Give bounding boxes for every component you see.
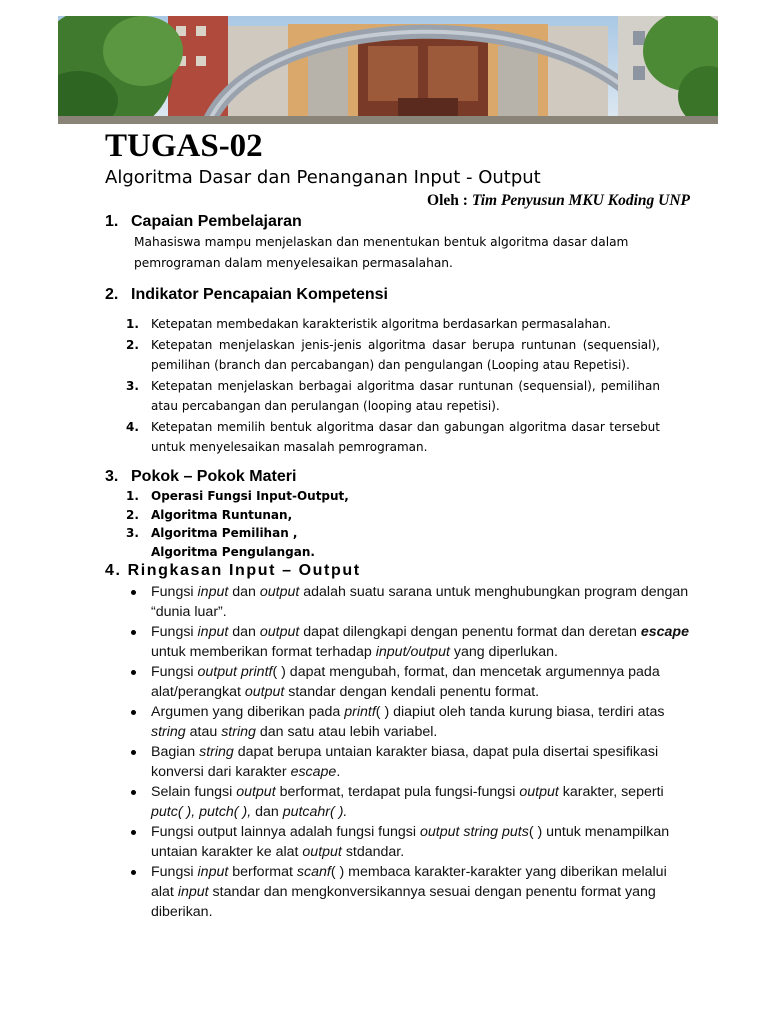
item-text: Bagian string dapat berupa untaian karakter biasa, dapat pula disertai spesifikasi konversi dari karakter escape.: [151, 744, 659, 780]
list-item: [130, 622, 690, 662]
item-text: Selain fungsi output berformat, terdapat pula fungsi-fungsi output karakter, seperti putc( ), putch( ), dan putcahr( ).: [151, 784, 664, 820]
item-text: Ketepatan menjelaskan berbagai algoritma dasar runtunan (sequensial), pemilihan atau percabangan dan perulangan (looping atau repetisi).: [151, 378, 660, 413]
list-item: [126, 376, 660, 417]
ringkasan-list: [130, 582, 690, 922]
materi-list: [126, 487, 660, 561]
item-text: Fungsi input dan output dapat dilengkapi dengan penentu format dan deretan escape untuk memberikan format terhadap input/output yang diperlukan.: [151, 624, 689, 660]
item-text: Ketepatan membedakan karakteristik algoritma berdasarkan permasalahan.: [151, 317, 611, 331]
item-text: Algoritma Runtunan,: [151, 507, 293, 522]
indikator-list: [126, 314, 660, 458]
list-item: [130, 822, 690, 862]
banner-image: [58, 16, 718, 124]
list-item: [126, 543, 660, 562]
list-item: [130, 862, 690, 922]
list-item: [126, 506, 660, 525]
item-text: Operasi Fungsi Input-Output,: [151, 489, 349, 503]
bullet-icon: [131, 790, 136, 795]
list-item: [130, 582, 690, 622]
list-item: [130, 662, 690, 702]
page-title: TUGAS-02: [105, 128, 263, 164]
item-text: Algoritma Pemilihan ,: [151, 526, 298, 540]
section-heading-capaian: [105, 212, 302, 232]
item-number: 2.: [126, 337, 139, 352]
bullet-icon: [131, 590, 136, 595]
list-item: [126, 417, 660, 458]
author-name: Tim Penyusun MKU Koding UNP: [471, 192, 690, 209]
item-number: 1.: [126, 489, 139, 503]
bullet-icon: [131, 750, 136, 755]
bullet-icon: [131, 670, 136, 675]
section-heading-indikator: [105, 285, 388, 305]
item-text: Fungsi input berformat scanf( ) membaca karakter-karakter yang diberikan melalui alat input standar dan mengkonversikannya sesuai dengan penentu format yang diberikan.: [151, 864, 667, 920]
item-text: Fungsi output lainnya adalah fungsi fungsi output string puts( ) untuk menampilkan untaian karakter ke alat output stdandar.: [151, 824, 670, 860]
item-number: 4.: [126, 419, 139, 434]
page-subtitle: Algoritma Dasar dan Penanganan Input - Output: [105, 167, 541, 188]
item-text: Argumen yang diberikan pada printf( ) diapiut oleh tanda kurung biasa, terdiri atas string atau string dan satu atau lebih variabel.: [151, 704, 665, 740]
list-item: [126, 524, 660, 543]
item-number: 2.: [126, 507, 139, 522]
section-number: 3.: [105, 468, 119, 485]
section-title: Ringkasan Input – Output: [127, 562, 361, 579]
bullet-icon: [131, 630, 136, 635]
section-title: Indikator Pencapaian Kompetensi: [131, 286, 388, 303]
section-number: 1.: [105, 213, 119, 230]
section-title: Capaian Pembelajaran: [131, 213, 302, 230]
section-number: 4.: [105, 562, 122, 579]
item-number: 1.: [126, 317, 139, 331]
list-item: [126, 335, 660, 376]
item-text: Fungsi input dan output adalah suatu sarana untuk menghubungkan program dengan “dunia luar”.: [151, 584, 689, 620]
list-item: [130, 782, 690, 822]
list-item: [130, 742, 690, 782]
section-number: 2.: [105, 286, 119, 303]
bullet-icon: [131, 710, 136, 715]
list-item: [130, 702, 690, 742]
item-number: 3.: [126, 378, 139, 393]
bullet-icon: [131, 830, 136, 835]
capaian-paragraph: Mahasiswa mampu menjelaskan dan menentukan bentuk algoritma dasar dalam pemrograman dalam menyelesaikan permasalahan.: [134, 235, 629, 270]
author-line: [427, 191, 690, 211]
author-label: Oleh :: [427, 192, 468, 209]
list-item: [126, 487, 660, 506]
section-heading-materi: [105, 467, 296, 487]
section-title: Pokok – Pokok Materi: [131, 468, 297, 485]
item-text: Ketepatan memilih bentuk algoritma dasar dan gabungan algoritma dasar tersebut untuk menyelesaikan masalah pemrograman.: [151, 419, 660, 454]
list-item: [126, 314, 660, 335]
section-heading-ringkasan: [105, 561, 361, 581]
bullet-icon: [131, 870, 136, 875]
item-text: Algoritma Pengulangan.: [151, 544, 315, 559]
item-text: Ketepatan menjelaskan jenis-jenis algoritma dasar berupa runtunan (sequensial), pemilihan (branch dan percabangan) dan pengulangan (Looping atau Repetisi).: [151, 337, 660, 372]
item-number: 3.: [126, 526, 139, 540]
item-text: Fungsi output printf( ) dapat mengubah, format, dan mencetak argumennya pada alat/perangkat output standar dengan kendali penentu format.: [151, 664, 660, 700]
